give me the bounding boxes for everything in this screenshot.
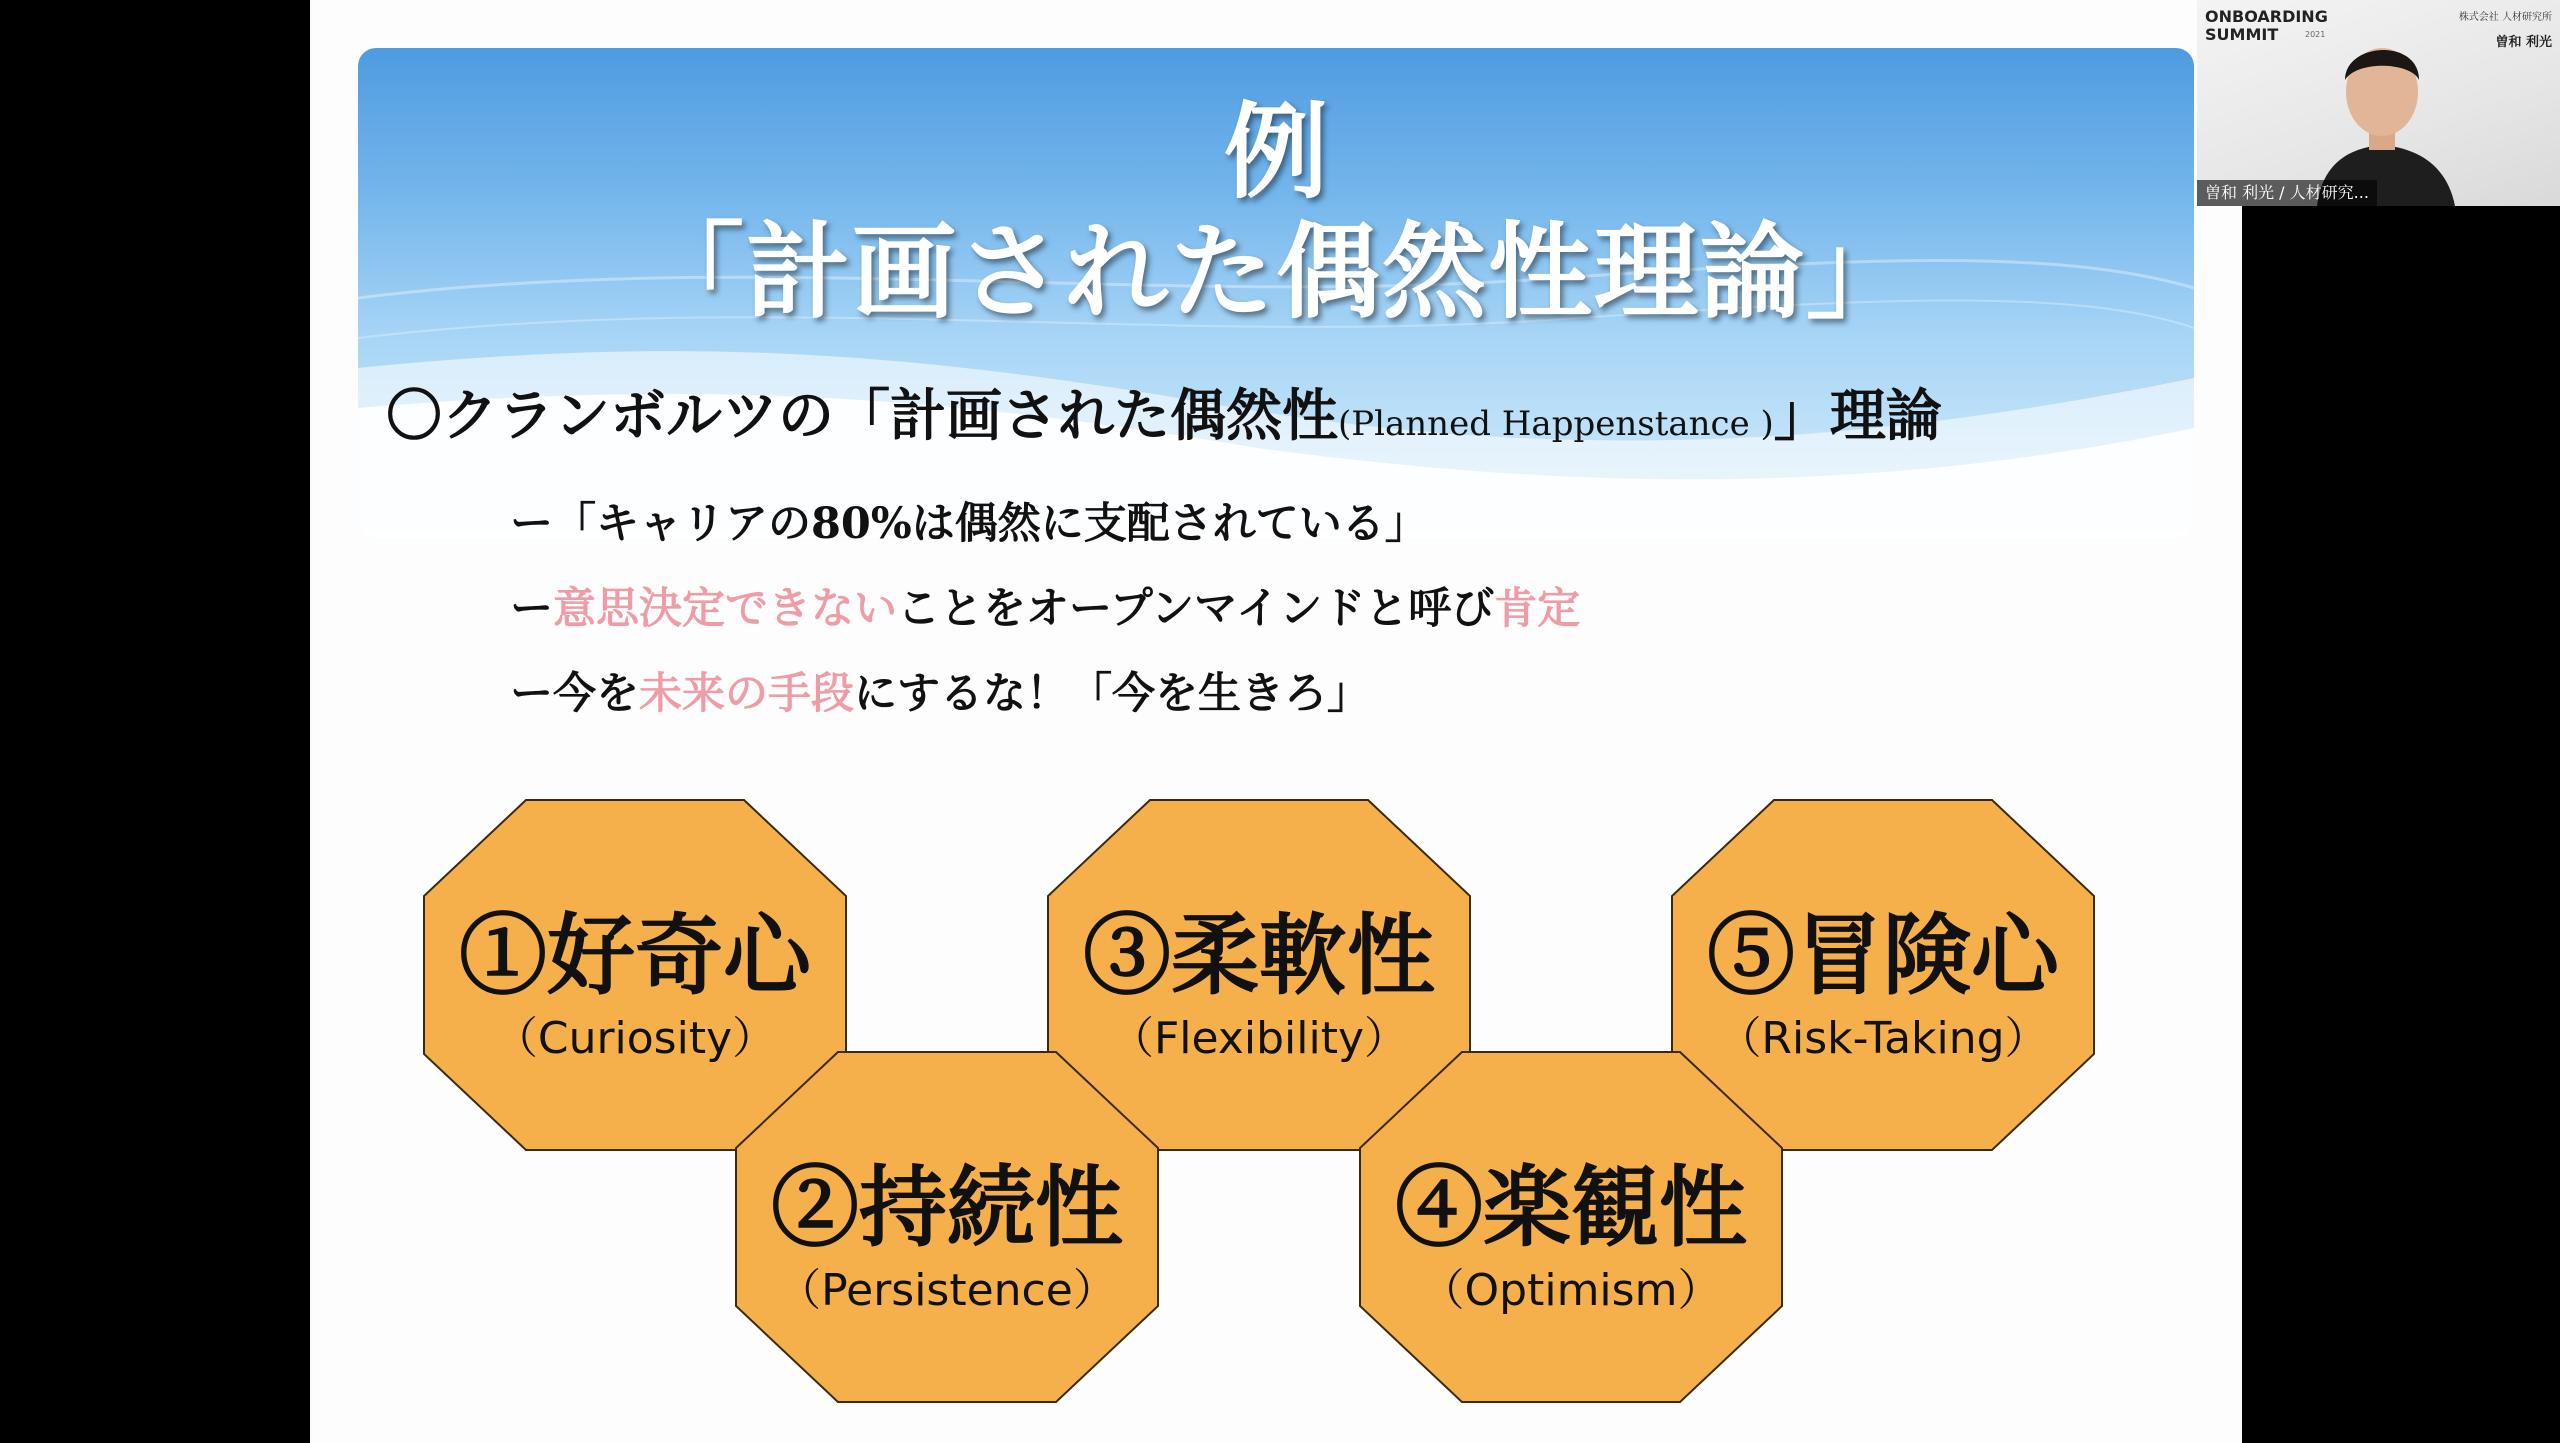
trait-4-label: ④楽観性 xyxy=(1394,1155,1747,1259)
heading-end: 」理論 xyxy=(1773,383,1942,449)
slide-title-line1: 例 xyxy=(1223,90,1328,213)
trait-5-label: ⑤冒険心 xyxy=(1706,903,2059,1007)
trait-1-english: （Curiosity） xyxy=(493,1013,777,1064)
trait-octagon-persistence xyxy=(734,1050,1160,1404)
bullet-3-start: ー今を xyxy=(510,669,639,719)
right-letterbox xyxy=(2242,206,2560,1443)
trait-2-english: （Persistence） xyxy=(777,1265,1117,1316)
left-letterbox xyxy=(0,0,310,1443)
trait-5-english: （Risk-Taking） xyxy=(1717,1013,2049,1064)
heading-english: (Planned Happenstance ) xyxy=(1338,404,1774,444)
speaker-avatar xyxy=(2197,0,2560,206)
presenter-name: 曽和 利光 xyxy=(2495,35,2552,50)
trait-4-english: （Optimism） xyxy=(1420,1265,1722,1316)
trait-3-english: （Flexibility） xyxy=(1110,1013,1408,1064)
bullet-1 xyxy=(510,490,1428,551)
speaker-name-tag: 曽和 利光 / 人材研究... xyxy=(2197,180,2377,206)
slide-title-line2: 「計画された偶然性理論」 xyxy=(639,210,1912,333)
bullet-1-text: ー「キャリアの80%は偶然に支配されている」 xyxy=(510,499,1428,549)
trait-octagon-optimism xyxy=(1358,1050,1784,1404)
bullet-2-highlight-2: 肯定 xyxy=(1494,584,1581,634)
bullet-2-text: ことをオープンマインドと呼び xyxy=(897,584,1495,634)
trait-1-label: ①好奇心 xyxy=(458,903,811,1007)
event-year: 2021 xyxy=(2305,30,2326,39)
bullet-3 xyxy=(510,660,1370,721)
slide-heading xyxy=(386,372,1942,452)
event-logo-line1: ONBOARDING xyxy=(2205,7,2328,26)
bullet-2 xyxy=(510,575,1580,636)
trait-2-label: ②持続性 xyxy=(770,1155,1123,1259)
heading-main: 〇クランボルツの「計画された偶然性 xyxy=(386,383,1338,449)
speaker-video-thumbnail[interactable] xyxy=(2197,0,2560,206)
company-name: 株式会社 人材研究所 xyxy=(2458,12,2552,23)
trait-3-label: ③柔軟性 xyxy=(1082,903,1435,1007)
bullet-3-end: にするな！「今を生きろ」 xyxy=(854,669,1370,719)
bullet-3-highlight: 未来の手段 xyxy=(639,669,854,719)
presentation-slide xyxy=(310,0,2242,1443)
bullet-2-highlight-1: 意思決定できない xyxy=(553,584,897,634)
bullet-2-dash: ー xyxy=(510,584,553,634)
event-logo-line2: SUMMIT xyxy=(2205,25,2279,44)
